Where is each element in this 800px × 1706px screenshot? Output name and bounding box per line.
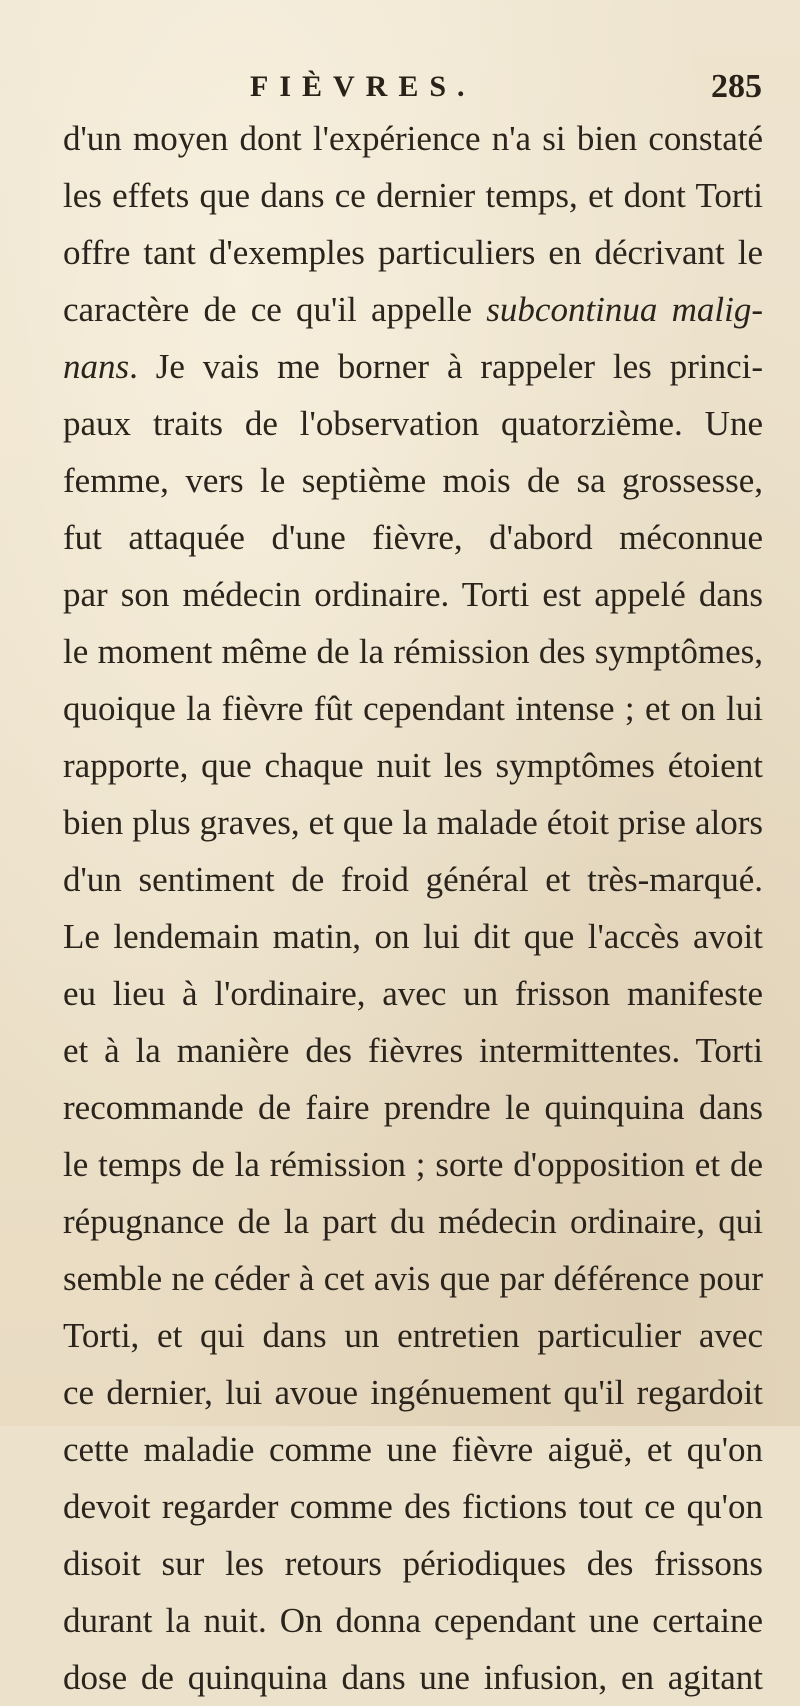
text-line: les effets que dans ce dernier temps, et dont Torti [63,176,763,215]
text-line: Torti, et qui dans un entretien particulier avec [63,1316,763,1355]
text-line: fut attaquée d'une fièvre, d'abord méconnue [63,518,763,557]
text-line: quoique la fièvre fût cependant intense ; et on lui [63,689,763,728]
text-line: le temps de la rémission ; sorte d'opposition et de [63,1145,763,1184]
text-line: caractère de ce qu'il appelle subcontinua malig- [63,290,764,329]
latin-term: subcontinua malig- [486,290,764,329]
text-line: d'un sentiment de froid général et très-marqué. [63,860,763,899]
text-line: semble ne céder à cet avis que par déférence pour [63,1259,763,1298]
text-line: paux traits de l'observation quatorzième. Une [63,404,763,443]
text-line: nans. Je vais me borner à rappeler les princi- [63,347,763,386]
text-line: cette maladie comme une fièvre aiguë, et qu'on [63,1430,763,1469]
text-line: disoit sur les retours périodiques des frissons [63,1544,763,1583]
text-line: femme, vers le septième mois de sa grossesse, [63,461,763,500]
page-number: 285 [711,68,762,105]
text-line: Le lendemain matin, on lui dit que l'accès avoit [63,917,763,956]
text-line: dose de quinquina dans une infusion, en agitant [63,1658,763,1697]
body-text [63,110,763,1706]
text-line: ce dernier, lui avoue ingénuement qu'il regardoit [63,1373,763,1412]
text-line: eu lieu à l'ordinaire, avec un frisson manifeste [63,974,763,1013]
text-line: le moment même de la rémission des symptômes, [63,632,763,671]
latin-term: nans [63,347,130,386]
text-line: d'un moyen dont l'expérience n'a si bien constaté [63,119,763,158]
text-line: offre tant d'exemples particuliers en décrivant le [63,233,763,272]
running-title: FIÈVRES. [250,70,476,103]
page-header [0,66,800,110]
text-line: par son médecin ordinaire. Torti est appelé dans [63,575,763,614]
text-line: et à la manière des fièvres intermittentes. Torti [63,1031,763,1070]
text-line: rapporte, que chaque nuit les symptômes étoient [63,746,763,785]
text-line: devoit regarder comme des fictions tout ce qu'on [63,1487,763,1526]
text-line: répugnance de la part du médecin ordinaire, qui [63,1202,763,1241]
text-line: bien plus graves, et que la malade étoit prise alors [63,803,763,842]
text-line: durant la nuit. On donna cependant une certaine [63,1601,763,1640]
text-line: recommande de faire prendre le quinquina dans [63,1088,763,1127]
